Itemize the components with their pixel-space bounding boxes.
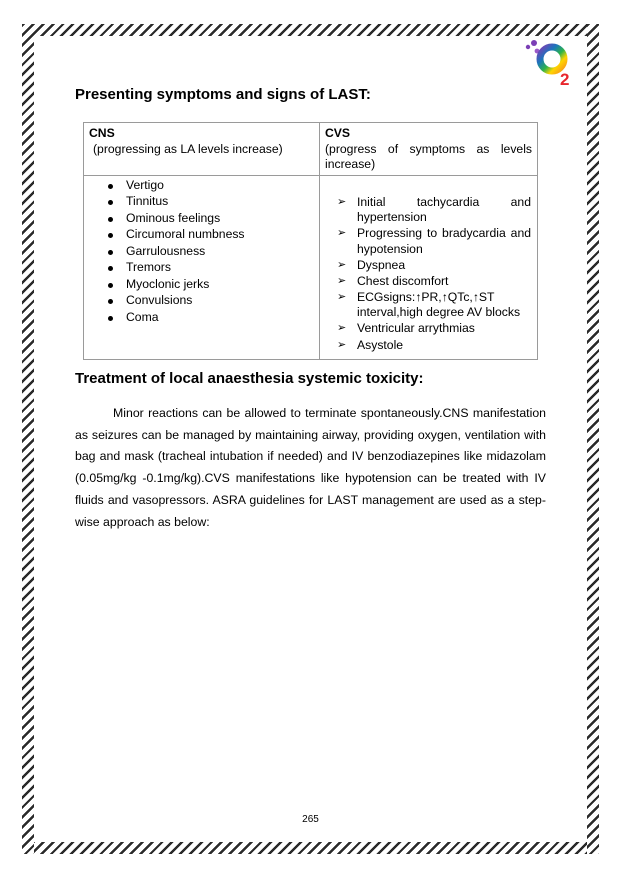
list-item-line1: Initial tachycardia and: [357, 194, 531, 209]
page-border-left: [22, 24, 34, 854]
arrow-bullet-icon: ➢: [337, 195, 347, 208]
page-border-bottom: [22, 842, 599, 854]
list-item: [320, 290, 531, 321]
list-item-line2: interval,high degree AV blocks: [357, 305, 521, 320]
arrow-bullet-icon: ➢: [337, 227, 347, 240]
cns-title: CNS: [89, 126, 115, 140]
page-border-right: [587, 24, 599, 854]
cvs-subtitle-line1: (progress of symptoms as levels: [325, 141, 532, 156]
cvs-subtitle-line2: increase): [325, 157, 376, 171]
cns-symptom-list: [84, 178, 319, 327]
list-item: Tremors: [84, 260, 319, 277]
cvs-symptom-list: [320, 195, 531, 354]
list-item-line1: Ventricular arrythmias: [357, 321, 475, 336]
treatment-paragraph: Minor reactions can be allowed to terminate spontaneously.CNS manifestation as seizures can be managed by maintaining airway, providing oxygen, ventilation with bag and mask (tracheal intubation if needed) and IV benzodiazepines like midazolam (0.05mg/kg -0.1mg/kg).CVS manifestations like hypotension can be treated with IV fluids and vasopressors. ASRA guidelines for LAST management are used as a step-wise approach as below:: [75, 406, 546, 529]
cvs-list-cell: [320, 175, 538, 360]
arrow-bullet-icon: ➢: [337, 258, 347, 271]
arrow-bullet-icon: ➢: [337, 322, 347, 335]
symptoms-table: [83, 122, 538, 360]
list-item-line1: Asystole: [357, 337, 404, 352]
list-item: Myoclonic jerks: [84, 277, 319, 294]
list-item: [320, 321, 531, 337]
page-number: 265: [302, 814, 319, 825]
cns-header-cell: [84, 123, 320, 176]
cvs-title: CVS: [325, 126, 351, 140]
table-body-row: [84, 175, 538, 360]
list-item-line1: Chest discomfort: [357, 273, 449, 288]
list-item: Tinnitus: [84, 194, 319, 211]
arrow-bullet-icon: ➢: [337, 290, 347, 303]
list-item-line1: ECGsigns:↑PR,↑QTc,↑ST: [357, 289, 495, 304]
cns-list-cell: [84, 175, 320, 360]
list-item: [320, 274, 531, 290]
arrow-bullet-icon: ➢: [337, 274, 347, 287]
table-header-row: [84, 123, 538, 176]
list-item-line1: Progressing to bradycardia and: [357, 226, 531, 241]
list-item: Garrulousness: [84, 244, 319, 261]
o2-logo: [524, 38, 580, 88]
list-item: Circumoral numbness: [84, 227, 319, 244]
list-item: [320, 258, 531, 274]
list-item-line2: hypertension: [357, 210, 427, 224]
list-item: [320, 338, 531, 354]
cns-subtitle: (progressing as LA levels increase): [93, 141, 283, 156]
list-item: Coma: [84, 310, 319, 327]
list-item-line1: Dyspnea: [357, 257, 406, 272]
page-border-top: [22, 24, 599, 36]
cvs-header-cell: [320, 123, 538, 176]
section-heading-presenting: Presenting symptoms and signs of LAST:: [75, 86, 371, 103]
list-item: Vertigo: [84, 178, 319, 195]
section-heading-treatment: Treatment of local anaesthesia systemic toxicity:: [75, 370, 424, 387]
list-item: Ominous feelings: [84, 211, 319, 228]
list-item-line2: hypotension: [357, 241, 423, 256]
arrow-bullet-icon: ➢: [337, 338, 347, 351]
svg-text:2: 2: [560, 70, 570, 88]
list-item: Convulsions: [84, 293, 319, 310]
list-item: [320, 195, 531, 226]
list-item: [320, 226, 531, 257]
